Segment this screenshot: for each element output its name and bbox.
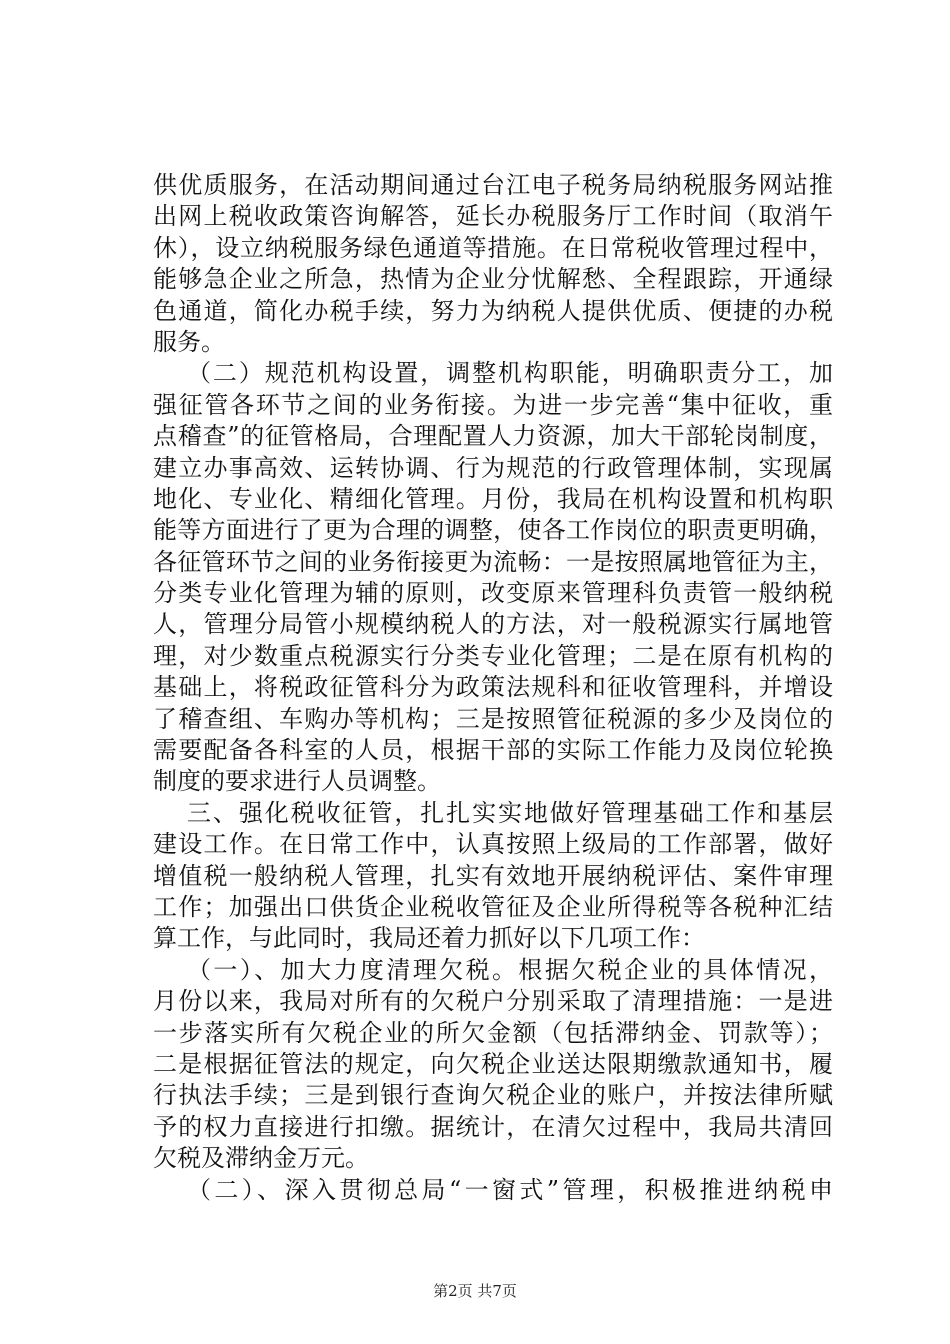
text-line: 点稽查”的征管格局，合理配置人力资源，加大干部轮岗制度，: [153, 422, 833, 451]
text-line: 能等方面进行了更为合理的调整，使各工作岗位的职责更明确，: [153, 516, 833, 545]
text-line: 强征管各环节之间的业务衔接。为进一步完善“集中征收，重: [153, 390, 833, 419]
text-line: （二）规范机构设置，调整机构职能，明确职责分工，加: [187, 359, 833, 388]
text-line: 增值税一般纳税人管理，扎实有效地开展纳税评估、案件审理: [153, 861, 833, 890]
text-line: 欠税及滞纳金万元。: [153, 1144, 369, 1173]
text-line: 服务。: [153, 327, 225, 356]
text-line: 建设工作。在日常工作中，认真按照上级局的工作部署，做好: [153, 830, 833, 859]
text-line: 工作；加强出口供货企业税收管征及企业所得税等各税种汇结: [153, 892, 833, 921]
text-line: 予的权力直接进行扣缴。据统计，在清欠过程中，我局共清回: [153, 1112, 833, 1141]
document-body: [153, 170, 833, 1206]
text-line: 基础上，将税政征管科分为政策法规科和征收管理科，并增设: [153, 673, 833, 702]
text-line: 了稽查组、车购办等机构；三是按照管征税源的多少及岗位的: [153, 704, 833, 733]
text-line: 算工作，与此同时，我局还着力抓好以下几项工作：: [153, 924, 705, 953]
text-line: 分类专业化管理为辅的原则，改变原来管理科负责管一般纳税: [153, 579, 833, 608]
text-line: （一）、加大力度清理欠税。根据欠税企业的具体情况，: [187, 955, 833, 984]
text-line: （二）、深入贯彻总局“一窗式”管理，积极推进纳税申: [187, 1175, 833, 1204]
text-line: 理，对少数重点税源实行分类专业化管理；二是在原有机构的: [153, 641, 833, 670]
text-line: 三、强化税收征管，扎扎实实地做好管理基础工作和基层: [187, 798, 833, 827]
text-line: 制度的要求进行人员调整。: [153, 767, 441, 796]
text-line: 休），设立纳税服务绿色通道等措施。在日常税收管理过程中，: [153, 233, 833, 262]
text-line: 月份以来，我局对所有的欠税户分别采取了清理措施：一是进: [153, 987, 833, 1016]
text-line: 各征管环节之间的业务衔接更为流畅：一是按照属地管征为主，: [153, 547, 833, 576]
text-line: 二是根据征管法的规定，向欠税企业送达限期缴款通知书，履: [153, 1049, 833, 1078]
text-line: 地化、专业化、精细化管理。月份，我局在机构设置和机构职: [153, 484, 833, 513]
text-line: 一步落实所有欠税企业的所欠金额（包括滞纳金、罚款等）；: [153, 1018, 833, 1047]
text-line: 行执法手续；三是到银行查询欠税企业的账户，并按法律所赋: [153, 1081, 833, 1110]
text-line: 建立办事高效、运转协调、行为规范的行政管理体制，实现属: [153, 453, 833, 482]
text-line: 人，管理分局管小规模纳税人的方法，对一般税源实行属地管: [153, 610, 833, 639]
text-line: 色通道，简化办税手续，努力为纳税人提供优质、便捷的办税: [153, 296, 833, 325]
text-line: 需要配备各科室的人员，根据干部的实际工作能力及岗位轮换: [153, 736, 833, 765]
text-line: 出网上税收政策咨询解答，延长办税服务厅工作时间（取消午: [153, 202, 833, 231]
text-line: 供优质服务，在活动期间通过台江电子税务局纳税服务网站推: [153, 171, 833, 199]
page-footer: 第2页 共7页: [433, 1282, 517, 1300]
text-line: 能够急企业之所急，热情为企业分忧解愁、全程跟踪，开通绿: [153, 265, 833, 294]
